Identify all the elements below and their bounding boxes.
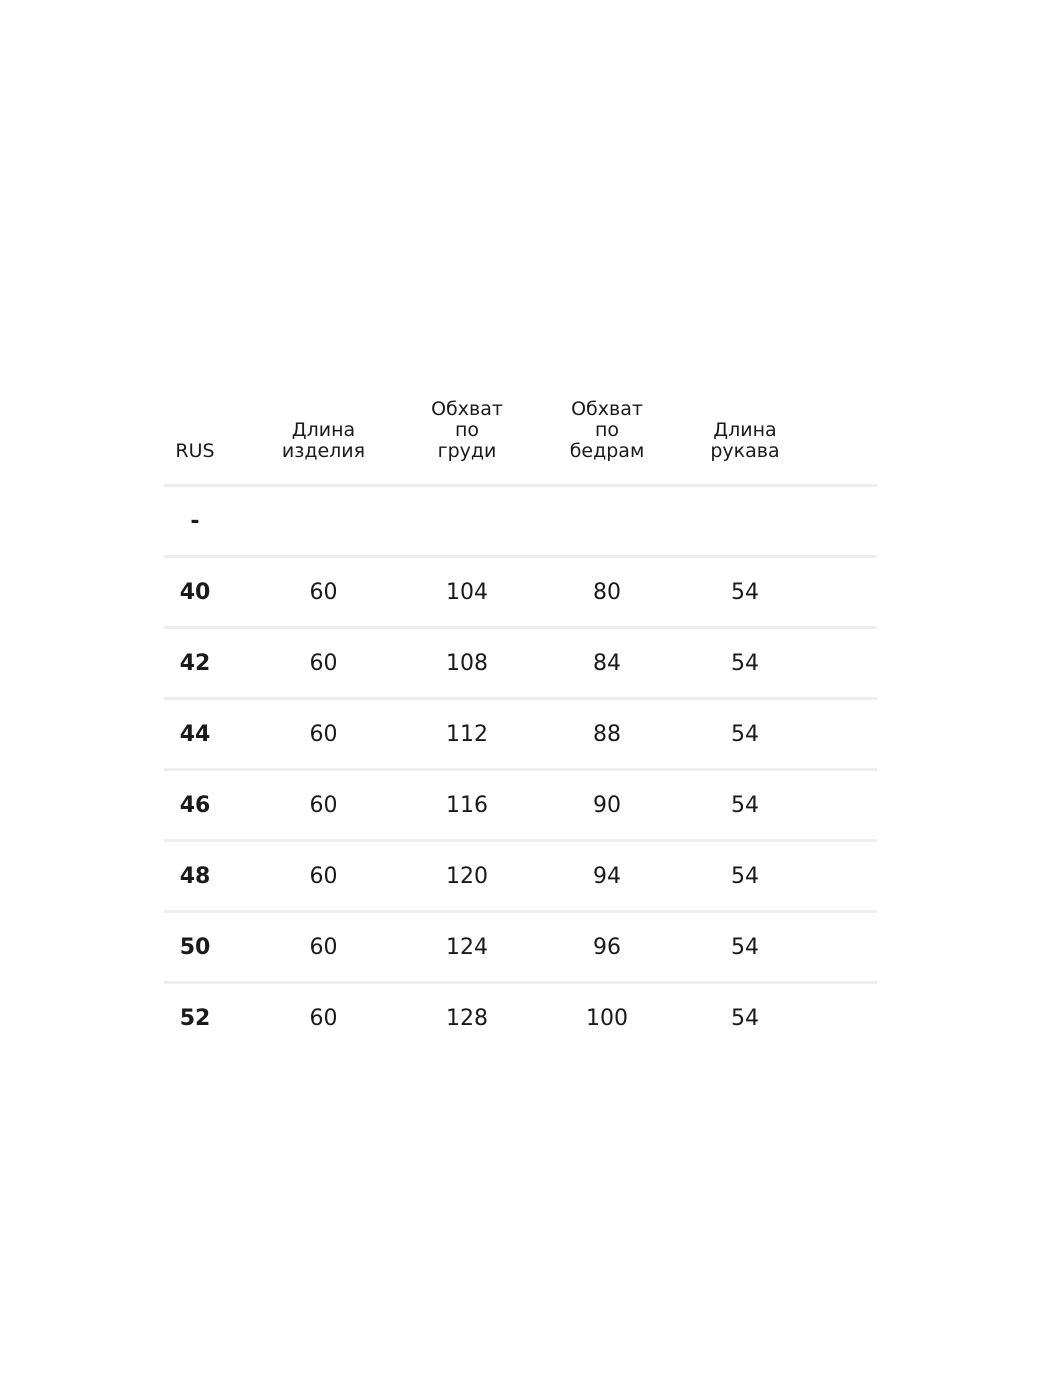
cell-rus: 48 (164, 841, 226, 912)
cell-spacer (789, 486, 877, 557)
cell-rus: - (164, 486, 226, 557)
cell-spacer (789, 983, 877, 1053)
cell-sleeve-length: 54 (701, 557, 789, 628)
cell-hip-girth: 80 (513, 557, 701, 628)
table-row (164, 557, 877, 628)
header-spacer (789, 372, 877, 486)
cell-sleeve-length (701, 486, 789, 557)
cell-sleeve-length: 54 (701, 770, 789, 841)
cell-spacer (789, 912, 877, 983)
cell-spacer (789, 628, 877, 699)
cell-rus: 44 (164, 699, 226, 770)
cell-rus: 52 (179, 1005, 211, 1031)
cell-rus: 50 (164, 912, 226, 983)
cell-chest-girth: 120 (421, 841, 513, 912)
table-row (164, 699, 877, 770)
cell-sleeve-length: 54 (701, 841, 789, 912)
cell-chest-girth: 104 (421, 557, 513, 628)
cell-item-length: 60 (226, 557, 421, 628)
table-body (164, 486, 877, 1053)
cell-item-length: 60 (309, 1005, 338, 1031)
cell-hip-girth: 94 (513, 841, 701, 912)
header-chest-girth: Обхват по груди (421, 372, 513, 486)
table-row (164, 486, 877, 557)
cell-sleeve-length: 54 (731, 1005, 759, 1031)
cell-spacer (789, 699, 877, 770)
cell-hip-girth: 84 (513, 628, 701, 699)
cell-rus: 46 (164, 770, 226, 841)
cell-sleeve-length: 54 (701, 699, 789, 770)
cell-chest-girth (421, 486, 513, 557)
cell-spacer (789, 841, 877, 912)
table-header (164, 372, 877, 486)
cell-item-length: 60 (226, 699, 421, 770)
cell-rus: 40 (164, 557, 226, 628)
cell-chest-girth: 112 (421, 699, 513, 770)
cell-sleeve-length: 54 (701, 628, 789, 699)
header-sleeve-length: Длина рукава (701, 372, 789, 486)
table-row (164, 983, 877, 1053)
header-row (164, 372, 877, 486)
cell-hip-girth (513, 486, 701, 557)
header-hip-girth: Обхват по бедрам (513, 372, 701, 486)
cell-chest-girth: 128 (446, 1005, 488, 1031)
table-row (164, 628, 877, 699)
cell-item-length: 60 (226, 912, 421, 983)
header-rus: RUS (164, 372, 226, 486)
cell-item-length: 60 (226, 770, 421, 841)
cell-item-length (226, 486, 421, 557)
table-row (164, 912, 877, 983)
cell-hip-girth: 100 (586, 1005, 628, 1031)
cell-spacer (789, 770, 877, 841)
cell-hip-girth: 96 (513, 912, 701, 983)
cell-sleeve-length: 54 (701, 912, 789, 983)
size-chart-table (164, 372, 877, 1052)
table-row (164, 841, 877, 912)
cell-hip-girth: 88 (513, 699, 701, 770)
cell-chest-girth: 124 (421, 912, 513, 983)
cell-spacer (789, 557, 877, 628)
cell-chest-girth: 116 (421, 770, 513, 841)
cell-hip-girth: 90 (513, 770, 701, 841)
cell-item-length: 60 (226, 628, 421, 699)
cell-item-length: 60 (226, 841, 421, 912)
table-row (164, 770, 877, 841)
cell-chest-girth: 108 (421, 628, 513, 699)
header-item-length: Длина изделия (226, 372, 421, 486)
cell-rus: 42 (164, 628, 226, 699)
